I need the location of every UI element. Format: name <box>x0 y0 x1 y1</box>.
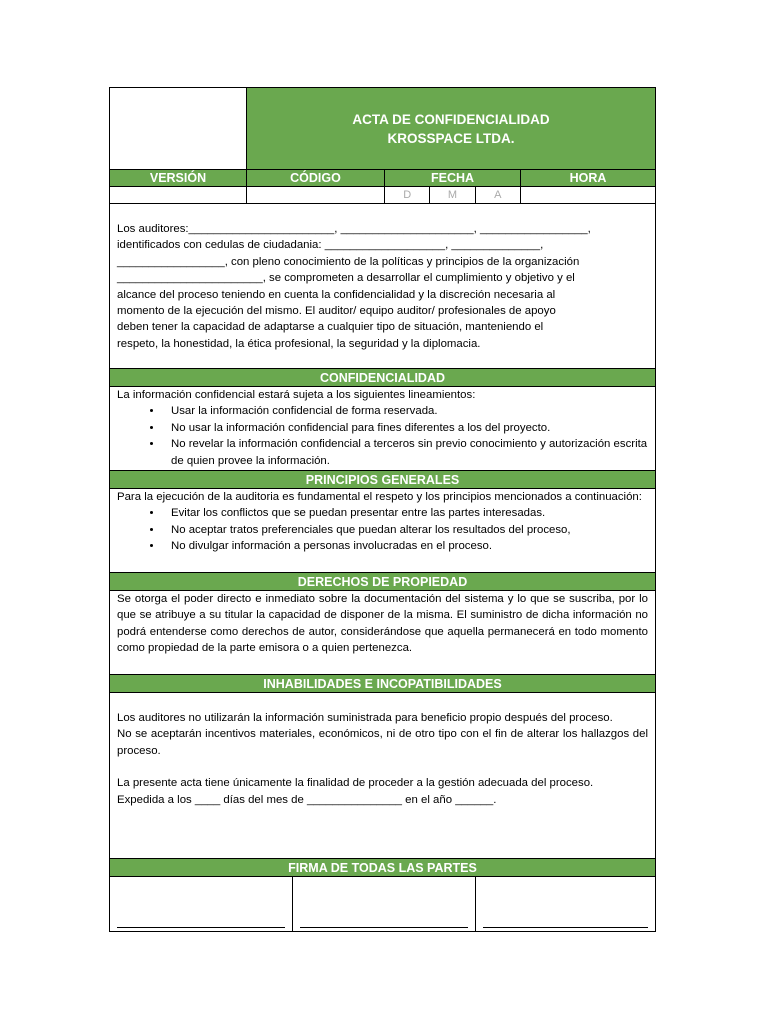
date-month-field[interactable]: M <box>430 187 475 203</box>
intro-line: _______________________, se comprometen a desarrollar el cumplimiento y objetivo y el <box>117 272 575 285</box>
intro-line: momento de la ejecución del mismo. El auditor/ equipo auditor/ profesionales de apoyo <box>117 305 556 318</box>
list-item: • No revelar la información confidencial a terceros sin previo conocimiento y autorización escrita de quien provee la información. <box>163 436 648 469</box>
list-item: • No divulgar información a personas involucradas en el proceso. <box>163 538 648 554</box>
inhabilidades-body <box>110 693 655 859</box>
intro-line: _________________, con pleno conocimiento de la políticas y principios de la organización <box>117 255 580 268</box>
logo-area <box>110 88 247 169</box>
section-heading-principios: PRINCIPIOS GENERALES <box>110 471 655 489</box>
inhabilidades-paragraph: La presente acta tiene únicamente la finalidad de proceder a la gestión adecuada del proceso. <box>117 777 594 790</box>
date-year-field[interactable]: A <box>494 189 502 201</box>
signature-box-1[interactable] <box>110 877 293 931</box>
confidencialidad-list <box>117 403 648 469</box>
signature-line <box>483 927 648 928</box>
meta-value-row <box>110 187 655 204</box>
intro-line: identificados con cedulas de ciudadania: ___________________, ______________, <box>117 239 544 252</box>
code-header: CÓDIGO <box>247 170 385 186</box>
intro-paragraph <box>110 204 655 369</box>
list-item: • No aceptar tratos preferenciales que puedan alterar los resultados del proceso, <box>163 522 648 538</box>
confidencialidad-lead: La información confidencial estará sujeta a los siguientes lineamientos: <box>117 389 476 401</box>
section-heading-inhabilidades: INHABILIDADES E INCOPATIBILIDADES <box>110 675 655 693</box>
principios-lead: Para la ejecución de la auditoria es fundamental el respeto y los principios mencionados a continuación: <box>117 491 642 503</box>
section-heading-derechos: DERECHOS DE PROPIEDAD <box>110 573 655 591</box>
version-header: VERSIÓN <box>110 170 247 186</box>
intro-line: Los auditores:_______________________, _____________________, _________________, <box>117 223 591 235</box>
date-header: FECHA <box>385 170 521 186</box>
document-title: ACTA DE CONFIDENCIALIDAD <box>352 111 550 127</box>
derechos-body: Se otorga el poder directo e inmediato sobre la documentación del sistema y lo que se suscriba, por lo que se atribuye a su titular la capacidad de disponer de la misma. El suministro de dicha información no podrá entenderse como derechos de autor, considerándose que aquella permanecerá en todo momento como propiedad de la parte emisora o a quien pertenezca. <box>110 591 655 675</box>
issue-date-line: Expedida a los ____ días del mes de _______________ en el año ______. <box>117 793 497 806</box>
time-field[interactable] <box>521 187 655 203</box>
list-item: • No usar la información confidencial para fines diferentes a los del proyecto. <box>163 420 648 436</box>
inhabilidades-paragraph: No se aceptarán incentivos materiales, económicos, ni de otro tipo con el fin de alterar los hallazgos del proceso. <box>117 728 648 757</box>
signature-box-2[interactable] <box>293 877 476 931</box>
date-field[interactable] <box>385 187 521 203</box>
inhabilidades-paragraph: Los auditores no utilizarán la información suministrada para beneficio propio después del proceso. <box>117 712 613 724</box>
principios-list <box>117 505 648 554</box>
intro-line: respeto, la honestidad, la ética profesional, la seguridad y la diplomacia. <box>117 337 481 350</box>
list-item: • Evitar los conflictos que se puedan presentar entre las partes interesadas. <box>163 505 648 521</box>
form-header <box>110 88 655 170</box>
signature-line <box>300 927 468 928</box>
version-field[interactable] <box>110 187 247 203</box>
signature-box-3[interactable] <box>476 877 655 931</box>
section-heading-firma: FIRMA DE TODAS LAS PARTES <box>110 859 655 877</box>
signature-row <box>110 877 655 931</box>
meta-header-row <box>110 170 655 187</box>
intro-line: alcance del proceso teniendo en cuenta la confidencialidad y la discreción necesaria al <box>117 288 556 301</box>
date-day-field[interactable]: D <box>385 187 430 203</box>
section-heading-confidencialidad: CONFIDENCIALIDAD <box>110 369 655 387</box>
title-block <box>247 88 655 169</box>
signature-line <box>117 927 285 928</box>
time-header: HORA <box>569 171 607 185</box>
principios-body <box>110 489 655 573</box>
code-field[interactable] <box>247 187 385 203</box>
company-name: KROSSPACE LTDA. <box>387 130 515 146</box>
confidentiality-form <box>109 87 656 932</box>
list-item: • Usar la información confidencial de forma reservada. <box>163 403 648 419</box>
confidencialidad-body <box>110 387 655 471</box>
intro-line: deben tener la capacidad de adaptarse a cualquier tipo de situación, manteniendo el <box>117 321 544 334</box>
